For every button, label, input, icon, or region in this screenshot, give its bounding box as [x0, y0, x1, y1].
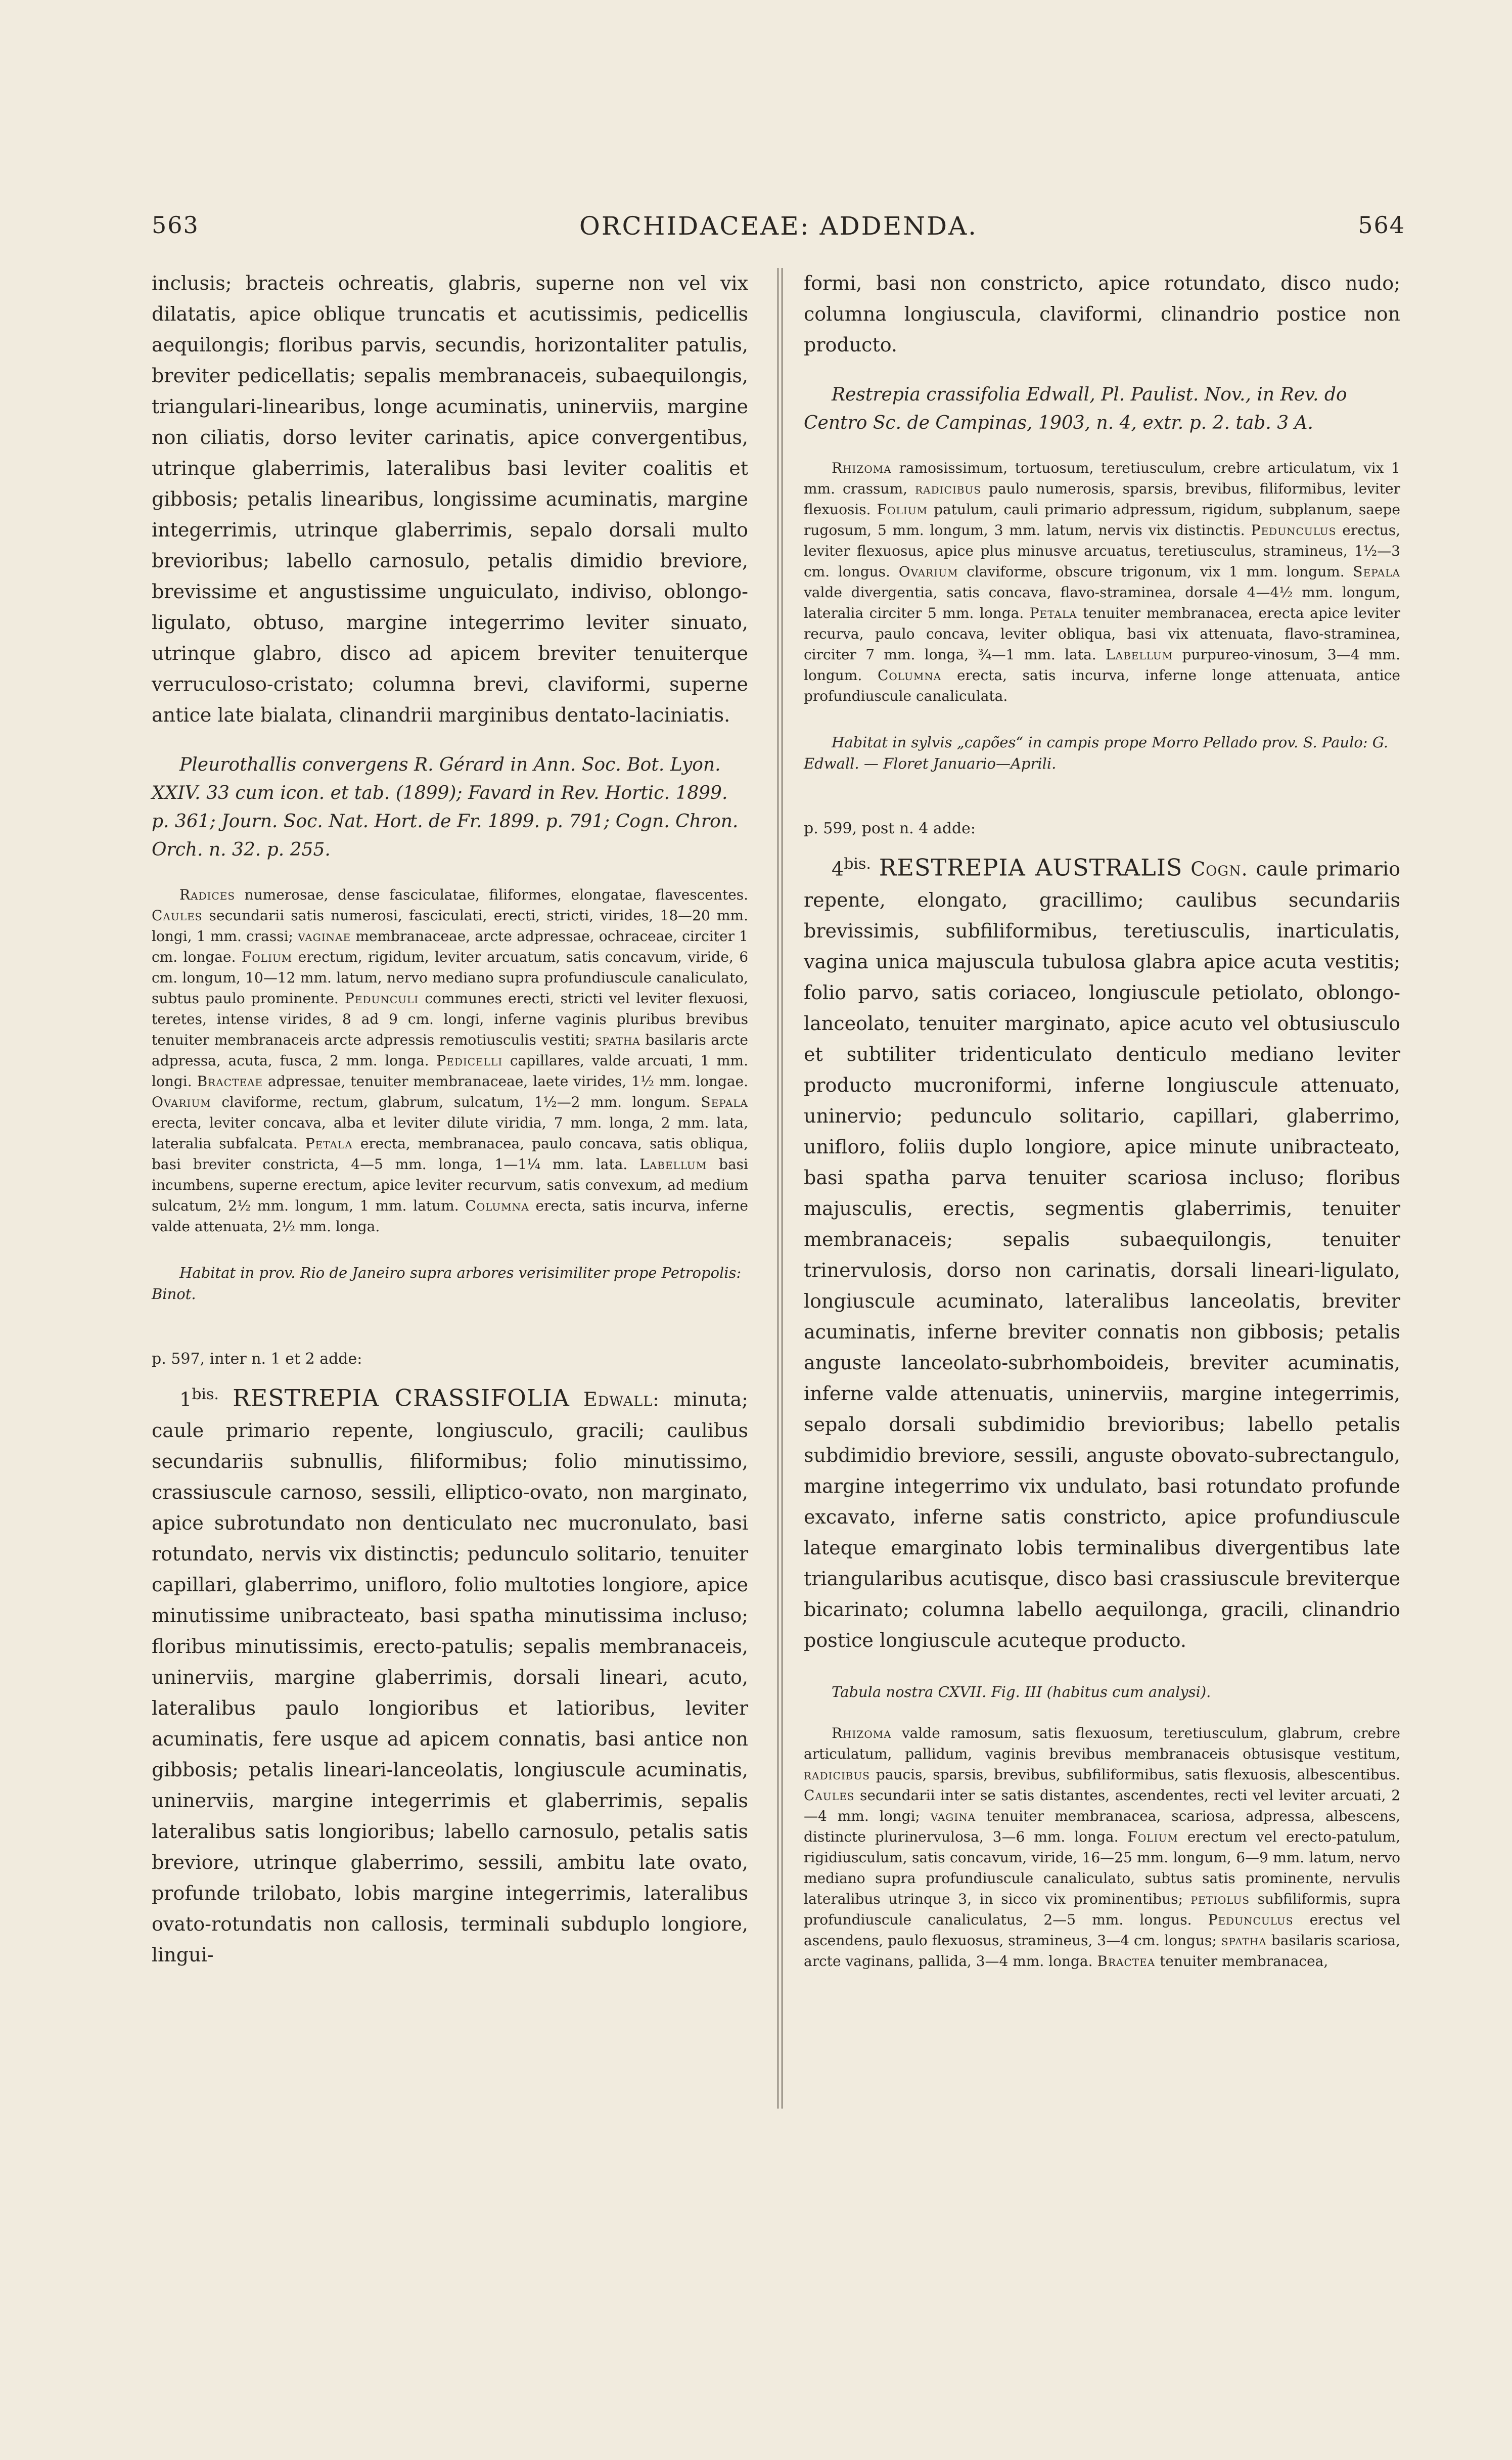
description-restrepia-crassifolia: Rhizoma ramosissimum, tortuosum, teretiusculum, crebre articulatum, vix 1 mm. crassum, radicibus paulo numerosis, sparsis, brevibus, filiformibus, leviter flexuosis. Folium patulum, cauli primario adpressum, rigidum, subplanum, saepe rugosum, 5 mm. longum, 3 mm. latum, nervis vix distinctis. Pedunculus erectus, leviter flexuosus, apice plus minusve arcuatus, teretiusculus, stramineus, 1½—3 cm. longus. Ovarium claviforme, obscure trigonum, vix 1 mm. longum. Sepala valde divergentia, satis concava, flavo-straminea, dorsale 4—4½ mm. longum, lateralia circiter 5 mm. longa. Petala tenuiter membranacea, erecta apice leviter recurva, paulo concava, leviter obliqua, basi vix attenuata, flavo-straminea, circiter 7 mm. longa, ¾—1 mm. lata. Labellum purpureo-vinosum, 3—4 mm. longum. Columna erecta, satis incurva, inferne longe attenuata, antice profundiuscule canaliculata.	[804, 460, 1401, 704]
habitat-restrepia-crassifolia: Habitat in sylvis „capões“ in campis prope Morro Pellado prov. S. Paulo: G. Edwall. — Floret Januario—Aprili.	[804, 734, 1389, 772]
right-column	[804, 268, 1400, 1972]
addendum-reference-1: p. 597, inter n. 1 et 2 adde:	[152, 1350, 362, 1368]
addendum-reference-2: p. 599, post n. 4 adde:	[804, 820, 976, 837]
left-column	[152, 268, 748, 1971]
plate-reference: Tabula nostra CXVII. Fig. III (habitus cum analysi).	[832, 1683, 1211, 1701]
running-title: ORCHIDACEAE: ADDENDA.	[579, 211, 978, 241]
diagnosis-continued: inclusis; bracteis ochreatis, glabris, superne non vel vix dilatatis, apice oblique truncatis et acutissimis, pedicellis aequilongis; floribus parvis, secundis, horizontaliter patulis, breviter pedicellatis; sepalis membranaceis, subaequilongis, triangulari-linearibus, longe acuminatis, uninerviis, margine non ciliatis, dorso leviter carinatis, apice convergentibus, utrinque glaberrimis, lateralibus basi leviter coalitis et gibbosis; petalis linearibus, longissime acuminatis, margine integerrimis, utrinque glaberrimis, sepalo dorsali multo brevioribus; labello carnosulo, petalis dimidio breviore, brevissime et angustissime unguiculato, indiviso, oblongo-ligulato, obtuso, margine integerrimo leviter sinuato, utrinque glabro, disco ad apicem breviter tenuiterque verruculoso-cristato; columna brevi, claviformi, superne antice late bialata, clinandrii marginibus dentato-laciniatis.	[152, 272, 748, 726]
species-restrepia-crassifolia: $1^{bis.}$ RESTREPIA CRASSIFOLIA Edwall: minuta; caule primario repente, longiusculo, gracili; caulibus secundariis subnullis, filiformibus; folio minutissimo, crassiuscule carnoso, sessili, elliptico-ovato, non marginato, apice subrotundato non denticulato nec mucronulato, basi rotundato, nervis vix distinctis; pedunculo solitario, tenuiter capillari, glaberrimo, unifloro, folio multoties longiore, apice minutissime unibracteato, basi spatha minutissima incluso; floribus minutissimis, erecto-patulis; sepalis membranaceis, uninerviis, margine glaberrimis, dorsali lineari, acuto, lateralibus paulo longioribus et latioribus, leviter acuminatis, fere usque ad apicem connatis, basi antice non gibbosis; petalis lineari-lanceolatis, longiuscule acuminatis, uninerviis, margine integerrimis et glaberrimis, sepalis lateralibus satis longioribus; labello carnosulo, petalis satis breviore, utrinque glaberrimo, sessili, ambitu late ovato, profunde trilobato, lobis margine integerrimis, lateralibus ovato-rotundatis non callosis, terminali subduplo longiore, lingui-	[152, 1384, 748, 1966]
citation-pleurothallis: Pleurothallis convergens R. Gérard in Ann. Soc. Bot. Lyon. XXIV. 33 cum icon. et tab. (1899); Favard in Rev. Hortic. 1899. p. 361; Journ. Soc. Nat. Hort. de Fr. 1899. p. 791; Cogn. Chron. Orch. n. 32. p. 255.	[152, 754, 739, 860]
species-author: Cogn.	[1190, 858, 1248, 880]
species-restrepia-australis: $4^{bis.}$ RESTREPIA AUSTRALIS Cogn. caule primario repente, elongato, gracillimo; caulibus secundariis brevissimis, subfiliformibus, teretiusculis, inarticulatis, vagina unica majuscula tubulosa glabra apice acuta vestitis; folio parvo, satis coriaceo, longiuscule petiolato, oblongo-lanceolato, tenuiter marginato, apice acuto vel obtusiusculo et subtiliter tridenticulato denticulo mediano leviter producto mucroniformi, inferne longiuscule attenuato, uninervio; pedunculo solitario, capillari, glaberrimo, unifloro, foliis duplo longiore, apice minute unibracteato, basi spatha parva tenuiter scariosa incluso; floribus majusculis, erectis, segmentis glaberrimis, tenuiter membranaceis; sepalis subaequilongis, tenuiter trinervulosis, dorso non carinatis, dorsali lineari-ligulato, longiuscule acuminato, lateralibus lanceolatis, breviter acuminatis, inferne breviter connatis non gibbosis; petalis anguste lanceolato-subrhomboideis, breviter acuminatis, inferne valde attenuatis, uninerviis, margine integerrimis, sepalo dorsali subdimidio brevioribus; labello petalis subdimidio breviore, sessili, anguste obovato-subrectangulo, margine integerrimo vix undulato, basi rotundato profunde excavato, inferne satis constricto, apice profundiuscule lateque emarginato lobis terminalibus divergentibus late triangularibus acutisque, disco basi crassiuscule breviterque bicarinato; columna labello aequilonga, gracili, clinandrio postice longiuscule acuteque producto.	[804, 854, 1400, 1651]
description-pleurothallis: Radices numerosae, dense fasciculatae, filiformes, elongatae, flavescentes. Caules secundarii satis numerosi, fasciculati, erecti, stricti, virides, 18—20 mm. longi, 1 mm. crassi; vaginae membranaceae, arcte adpressae, ochraceae, circiter 1 cm. longae. Folium erectum, rigidum, leviter arcuatum, satis concavum, viride, 6 cm. longum, 10—12 mm. latum, nervo mediano supra profundiuscule canaliculato, subtus paulo prominente. Pedunculi communes erecti, stricti vel leviter flexuosi, teretes, intense virides, 8 ad 9 cm. longi, inferne vaginis pluribus brevibus tenuiter membranaceis arcte adpressis remotiusculis vestiti; spatha basilaris arcte adpressa, acuta, fusca, 2 mm. longa. Pedicelli capillares, valde arcuati, 1 mm. longi. Bracteae adpressae, tenuiter membranaceae, laete virides, 1½ mm. longae. Ovarium claviforme, rectum, glabrum, sulcatum, 1½—2 mm. longum. Sepala erecta, leviter concava, alba et leviter dilute viridia, 7 mm. longa, 2 mm. lata, lateralia subfalcata. Petala erecta, membranacea, paulo concava, satis obliqua, basi breviter constricta, 4—5 mm. longa, 1—1¼ mm. lata. Labellum basi incumbens, superne erectum, apice leviter recurvum, satis convexum, ad medium sulcatum, 2½ mm. longum, 1 mm. latum. Columna erecta, satis incurva, inferne valde attenuata, 2½ mm. longa.	[152, 886, 749, 1235]
diagnosis-continued-right: formi, basi non constricto, apice rotundato, disco nudo; columna longiuscula, claviformi, clinandrio postice non producto.	[804, 272, 1400, 356]
column-divider	[777, 268, 783, 2109]
page-number-right: 564	[1358, 211, 1405, 239]
page-header	[152, 211, 1405, 247]
species-name: RESTREPIA AUSTRALIS	[879, 854, 1183, 881]
habitat-pleurothallis: Habitat in prov. Rio de Janeiro supra arbores verisimiliter prope Petropolis: Binot.	[152, 1264, 742, 1303]
page-number-left: 563	[152, 211, 199, 239]
description-restrepia-australis: Rhizoma valde ramosum, satis flexuosum, teretiusculum, glabrum, crebre articulatum, pallidum, vaginis brevibus membranaceis obtusisque vestitum, radicibus paucis, sparsis, brevibus, subfiliformibus, satis flexuosis, albescentibus. Caules secundarii inter se satis distantes, ascendentes, recti vel leviter arcuati, 2—4 mm. longi; vagina tenuiter membranacea, scariosa, adpressa, albescens, distincte plurinervulosa, 3—6 mm. longa. Folium erectum vel erecto-patulum, rigidiusculum, satis concavum, viride, 16—25 mm. longum, 6—9 mm. latum, nervo mediano supra profundiuscule canaliculato, subtus satis prominente, nervulis lateralibus utrinque 3, in sicco vix prominentibus; petiolus subfiliformis, supra profundiuscule canaliculatus, 2—5 mm. longus. Pedunculus erectus vel ascendens, paulo flexuosus, stramineus, 3—4 cm. longus; spatha basilaris scariosa, arcte vaginans, pallida, 3—4 mm. longa. Bractea tenuiter membranacea,	[804, 1724, 1401, 1970]
citation-restrepia-crassifolia: Restrepia crassifolia Edwall, Pl. Paulist. Nov., in Rev. do Centro Sc. de Campinas, 1903, n. 4, extr. p. 2. tab. 3 A.	[804, 384, 1347, 433]
species-name: RESTREPIA CRASSIFOLIA	[233, 1384, 570, 1412]
species-author: Edwall:	[583, 1388, 660, 1411]
